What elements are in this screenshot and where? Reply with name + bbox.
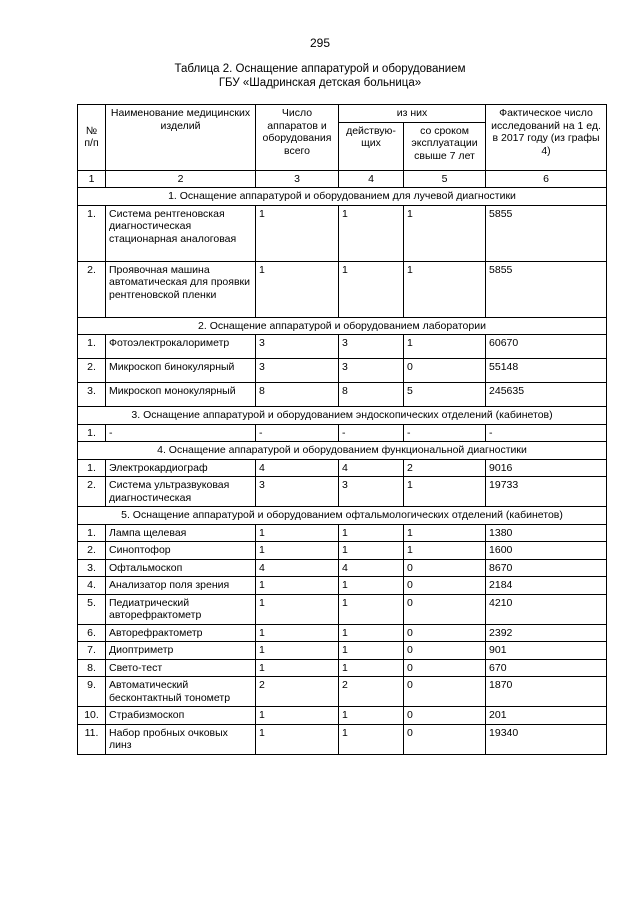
table-row (78, 383, 607, 407)
row-count: 1 (256, 594, 339, 624)
row-count: 1 (256, 205, 339, 261)
table-title-line2: ГБУ «Шадринская детская больница» (218, 77, 422, 89)
row-name: - (106, 424, 256, 442)
section-title: 5. Оснащение аппаратурой и оборудованием офтальмологических отделений (кабинетов) (78, 507, 607, 525)
row-active: 1 (339, 577, 404, 595)
header-name: Наименование медицинских изделий (106, 105, 256, 171)
row-old: 0 (404, 707, 486, 725)
row-name: Страбизмоскоп (106, 707, 256, 725)
row-active: 1 (339, 659, 404, 677)
column-number: 1 (78, 170, 106, 188)
section-title: 4. Оснащение аппаратурой и оборудованием функциональной диагностики (78, 442, 607, 460)
row-active: 8 (339, 383, 404, 407)
row-count: 1 (256, 577, 339, 595)
row-count: 1 (256, 624, 339, 642)
row-num: 1. (78, 524, 106, 542)
table-row (78, 707, 607, 725)
row-name: Свето-тест (106, 659, 256, 677)
section-row (78, 188, 607, 206)
table-row (78, 659, 607, 677)
row-name: Авторефрактометр (106, 624, 256, 642)
row-name: Фотоэлектрокалориметр (106, 335, 256, 359)
row-studies: 55148 (486, 359, 607, 383)
equipment-table (77, 104, 607, 755)
row-name: Синоптофор (106, 542, 256, 560)
row-active: 1 (339, 261, 404, 317)
row-old: 0 (404, 359, 486, 383)
row-count: 2 (256, 677, 339, 707)
row-studies: 670 (486, 659, 607, 677)
row-name: Микроскоп монокулярный (106, 383, 256, 407)
row-active: 2 (339, 677, 404, 707)
row-active: 1 (339, 707, 404, 725)
table-row (78, 724, 607, 754)
row-name: Офтальмоскоп (106, 559, 256, 577)
row-active: 4 (339, 459, 404, 477)
row-studies: 1870 (486, 677, 607, 707)
section-title: 1. Оснащение аппаратурой и оборудованием для лучевой диагностики (78, 188, 607, 206)
table-row (78, 261, 607, 317)
row-old: 1 (404, 524, 486, 542)
section-title: 3. Оснащение аппаратурой и оборудованием эндоскопических отделений (кабинетов) (78, 407, 607, 425)
row-count: 4 (256, 559, 339, 577)
header-studies: Фактическое число исследований на 1 ед. в 2017 году (из графы 4) (486, 105, 607, 171)
row-active: 3 (339, 359, 404, 383)
row-old: 0 (404, 559, 486, 577)
row-active: 1 (339, 594, 404, 624)
row-num: 5. (78, 594, 106, 624)
table-row (78, 624, 607, 642)
row-old: 1 (404, 261, 486, 317)
table-header (78, 105, 607, 188)
row-name: Лампа щелевая (106, 524, 256, 542)
row-old: 0 (404, 724, 486, 754)
section-title: 2. Оснащение аппаратурой и оборудованием лаборатории (78, 317, 607, 335)
row-studies: 1380 (486, 524, 607, 542)
row-num: 4. (78, 577, 106, 595)
row-studies: 19733 (486, 477, 607, 507)
row-name: Проявочная машина автоматическая для проявки рентгеновской пленки (106, 261, 256, 317)
row-count: 3 (256, 359, 339, 383)
header-num: № п/п (78, 105, 106, 171)
row-studies: 5855 (486, 261, 607, 317)
row-old: 0 (404, 677, 486, 707)
row-count: 8 (256, 383, 339, 407)
row-count: 4 (256, 459, 339, 477)
table-row (78, 524, 607, 542)
row-active: 1 (339, 624, 404, 642)
row-old: 1 (404, 477, 486, 507)
row-count: - (256, 424, 339, 442)
row-old: 1 (404, 335, 486, 359)
row-studies: 9016 (486, 459, 607, 477)
row-count: 3 (256, 335, 339, 359)
row-num: 6. (78, 624, 106, 642)
row-name: Автоматический бесконтактный тонометр (106, 677, 256, 707)
table-row (78, 677, 607, 707)
header-old: со сроком эксплуатации свыше 7 лет (404, 122, 486, 170)
row-studies: 19340 (486, 724, 607, 754)
table-row (78, 559, 607, 577)
row-studies: - (486, 424, 607, 442)
row-active: 4 (339, 559, 404, 577)
column-number: 5 (404, 170, 486, 188)
row-count: 1 (256, 261, 339, 317)
column-number: 3 (256, 170, 339, 188)
row-num: 1. (78, 459, 106, 477)
row-old: 0 (404, 594, 486, 624)
row-studies: 8670 (486, 559, 607, 577)
row-count: 1 (256, 524, 339, 542)
row-count: 1 (256, 642, 339, 660)
row-num: 2. (78, 477, 106, 507)
table-row (78, 594, 607, 624)
table-row (78, 577, 607, 595)
row-studies: 4210 (486, 594, 607, 624)
row-num: 10. (78, 707, 106, 725)
section-row (78, 507, 607, 525)
page-number: 295 (309, 36, 331, 50)
row-name: Анализатор поля зрения (106, 577, 256, 595)
table-title (0, 62, 640, 90)
row-old: 2 (404, 459, 486, 477)
row-num: 1. (78, 335, 106, 359)
header-of-them: из них (339, 105, 486, 123)
header-count: Число аппаратов и оборудования всего (256, 105, 339, 171)
row-count: 1 (256, 542, 339, 560)
row-num: 9. (78, 677, 106, 707)
row-num: 3. (78, 559, 106, 577)
row-active: - (339, 424, 404, 442)
section-row (78, 317, 607, 335)
row-old: 0 (404, 624, 486, 642)
row-old: 0 (404, 642, 486, 660)
table-row (78, 459, 607, 477)
row-num: 8. (78, 659, 106, 677)
table-row (78, 642, 607, 660)
row-name: Электрокардиограф (106, 459, 256, 477)
row-num: 2. (78, 359, 106, 383)
row-old: 0 (404, 577, 486, 595)
column-number: 2 (106, 170, 256, 188)
header-active: действую-щих (339, 122, 404, 170)
column-number-row (78, 170, 607, 188)
row-count: 1 (256, 724, 339, 754)
row-studies: 1600 (486, 542, 607, 560)
column-number: 6 (486, 170, 607, 188)
row-name: Набор пробных очковых линз (106, 724, 256, 754)
row-name: Педиатрический авторефрактометр (106, 594, 256, 624)
row-active: 1 (339, 205, 404, 261)
row-old: - (404, 424, 486, 442)
row-name: Микроскоп бинокулярный (106, 359, 256, 383)
row-name: Система рентгеновская диагностическая стационарная аналоговая (106, 205, 256, 261)
row-active: 1 (339, 642, 404, 660)
row-active: 3 (339, 477, 404, 507)
row-old: 1 (404, 542, 486, 560)
table-row (78, 542, 607, 560)
row-studies: 245635 (486, 383, 607, 407)
section-row (78, 407, 607, 425)
row-name: Диоптриметр (106, 642, 256, 660)
row-active: 3 (339, 335, 404, 359)
table-row (78, 359, 607, 383)
row-old: 0 (404, 659, 486, 677)
row-old: 5 (404, 383, 486, 407)
row-old: 1 (404, 205, 486, 261)
row-num: 1. (78, 424, 106, 442)
row-num: 3. (78, 383, 106, 407)
section-row (78, 442, 607, 460)
row-num: 2. (78, 261, 106, 317)
column-number: 4 (339, 170, 404, 188)
row-num: 1. (78, 205, 106, 261)
row-active: 1 (339, 542, 404, 560)
table-row (78, 477, 607, 507)
row-count: 1 (256, 659, 339, 677)
row-studies: 901 (486, 642, 607, 660)
row-num: 2. (78, 542, 106, 560)
row-count: 1 (256, 707, 339, 725)
row-num: 11. (78, 724, 106, 754)
row-studies: 2392 (486, 624, 607, 642)
table-body (78, 188, 607, 755)
row-studies: 201 (486, 707, 607, 725)
row-active: 1 (339, 724, 404, 754)
row-studies: 5855 (486, 205, 607, 261)
row-num: 7. (78, 642, 106, 660)
row-count: 3 (256, 477, 339, 507)
row-studies: 60670 (486, 335, 607, 359)
row-studies: 2184 (486, 577, 607, 595)
table-row (78, 335, 607, 359)
row-active: 1 (339, 524, 404, 542)
table-row (78, 424, 607, 442)
row-name: Система ультразвуковая диагностическая (106, 477, 256, 507)
table-title-line1: Таблица 2. Оснащение аппаратурой и оборудованием (174, 63, 466, 75)
table-row (78, 205, 607, 261)
